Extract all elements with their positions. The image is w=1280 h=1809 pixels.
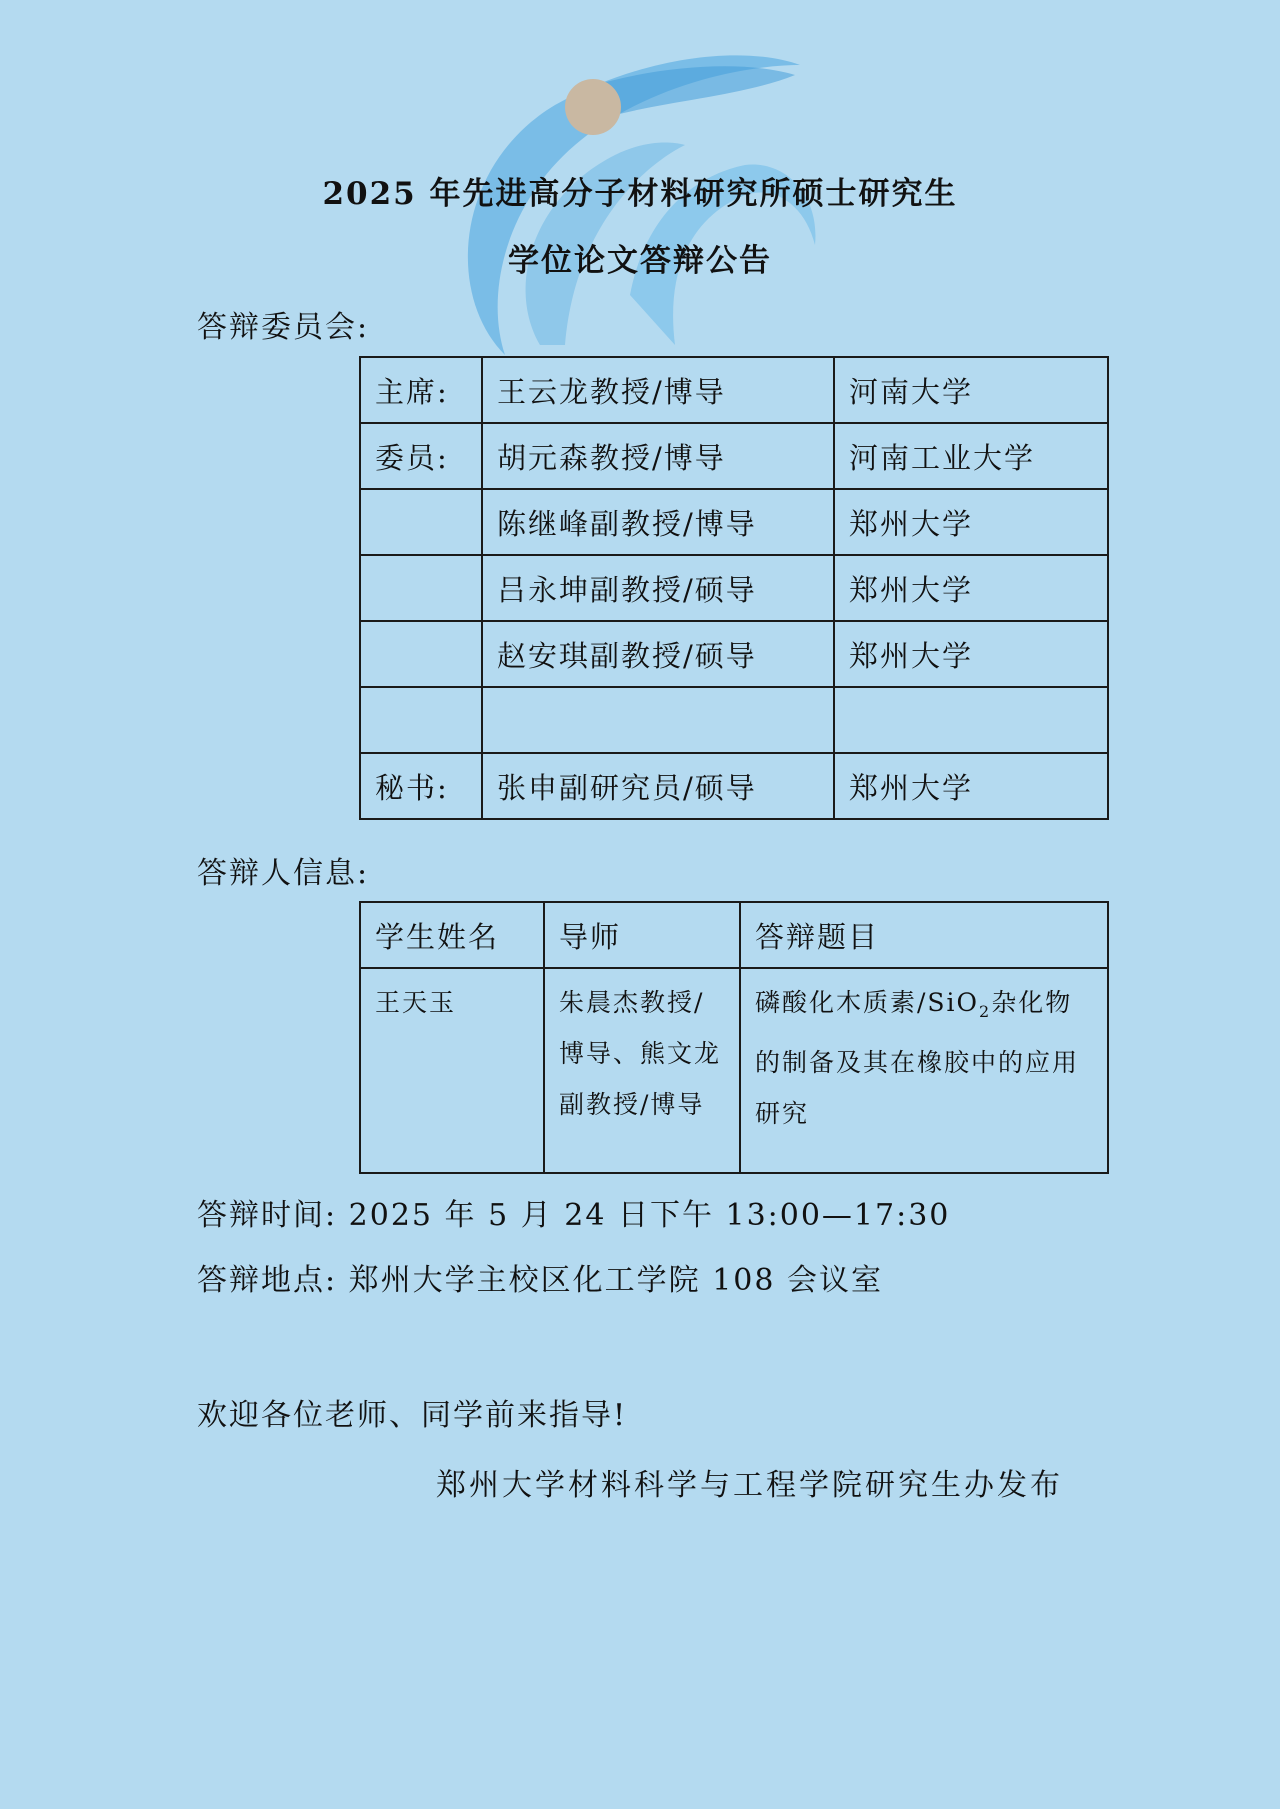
table-row — [360, 753, 1108, 819]
candidate-name: 王天玉 — [360, 968, 544, 1173]
table-row — [360, 687, 1108, 753]
header-student-name: 学生姓名 — [360, 902, 544, 968]
table-row — [360, 489, 1108, 555]
committee-name: 王云龙教授/博导 — [482, 357, 834, 423]
committee-role — [360, 621, 482, 687]
committee-table — [359, 356, 1109, 820]
candidate-topic — [740, 968, 1108, 1173]
committee-org: 河南工业大学 — [834, 423, 1108, 489]
publisher-line: 郑州大学材料科学与工程学院研究生办发布 — [436, 1468, 1063, 1503]
time-value: 2025 年 5 月 24 日下午 13:00—17:30 — [348, 1198, 951, 1233]
time-label: 答辩时间: — [197, 1198, 338, 1233]
committee-name — [482, 687, 834, 753]
committee-org: 河南大学 — [834, 357, 1108, 423]
topic-suffix: 杂化物的制备及其在橡胶中的应用研究 — [755, 988, 1080, 1128]
table-row — [360, 423, 1108, 489]
table-row — [360, 555, 1108, 621]
page-title: 2025 年先进高分子材料研究所硕士研究生 — [322, 176, 958, 212]
table-row — [360, 968, 1108, 1173]
page-subtitle: 学位论文答辩公告 — [508, 243, 772, 279]
committee-name: 胡元森教授/博导 — [482, 423, 834, 489]
committee-label: 答辩委员会: — [197, 310, 370, 345]
table-row — [360, 621, 1108, 687]
committee-role: 主席: — [360, 357, 482, 423]
header-topic: 答辩题目 — [740, 902, 1108, 968]
committee-org: 郑州大学 — [834, 621, 1108, 687]
committee-role — [360, 555, 482, 621]
committee-name: 陈继峰副教授/博导 — [482, 489, 834, 555]
topic-prefix: 磷酸化木质素/SiO — [755, 988, 980, 1017]
table-header-row — [360, 902, 1108, 968]
committee-org — [834, 687, 1108, 753]
committee-role: 秘书: — [360, 753, 482, 819]
committee-name: 吕永坤副教授/硕导 — [482, 555, 834, 621]
candidate-label: 答辩人信息: — [197, 856, 370, 891]
committee-org: 郑州大学 — [834, 753, 1108, 819]
committee-name: 赵安琪副教授/硕导 — [482, 621, 834, 687]
committee-role — [360, 489, 482, 555]
defense-time — [197, 1190, 950, 1234]
place-label: 答辩地点: — [197, 1263, 338, 1298]
place-value: 郑州大学主校区化工学院 108 会议室 — [348, 1263, 883, 1298]
committee-name: 张申副研究员/硕导 — [482, 753, 834, 819]
candidate-table — [359, 901, 1109, 1174]
committee-role: 委员: — [360, 423, 482, 489]
topic-subscript: 2 — [979, 1002, 992, 1021]
candidate-advisor: 朱晨杰教授/博导、熊文龙副教授/博导 — [544, 968, 740, 1173]
header-advisor: 导师 — [544, 902, 740, 968]
committee-org: 郑州大学 — [834, 555, 1108, 621]
welcome-message: 欢迎各位老师、同学前来指导! — [197, 1398, 628, 1433]
committee-role — [360, 687, 482, 753]
table-row — [360, 357, 1108, 423]
committee-org: 郑州大学 — [834, 489, 1108, 555]
defense-place — [197, 1255, 883, 1299]
